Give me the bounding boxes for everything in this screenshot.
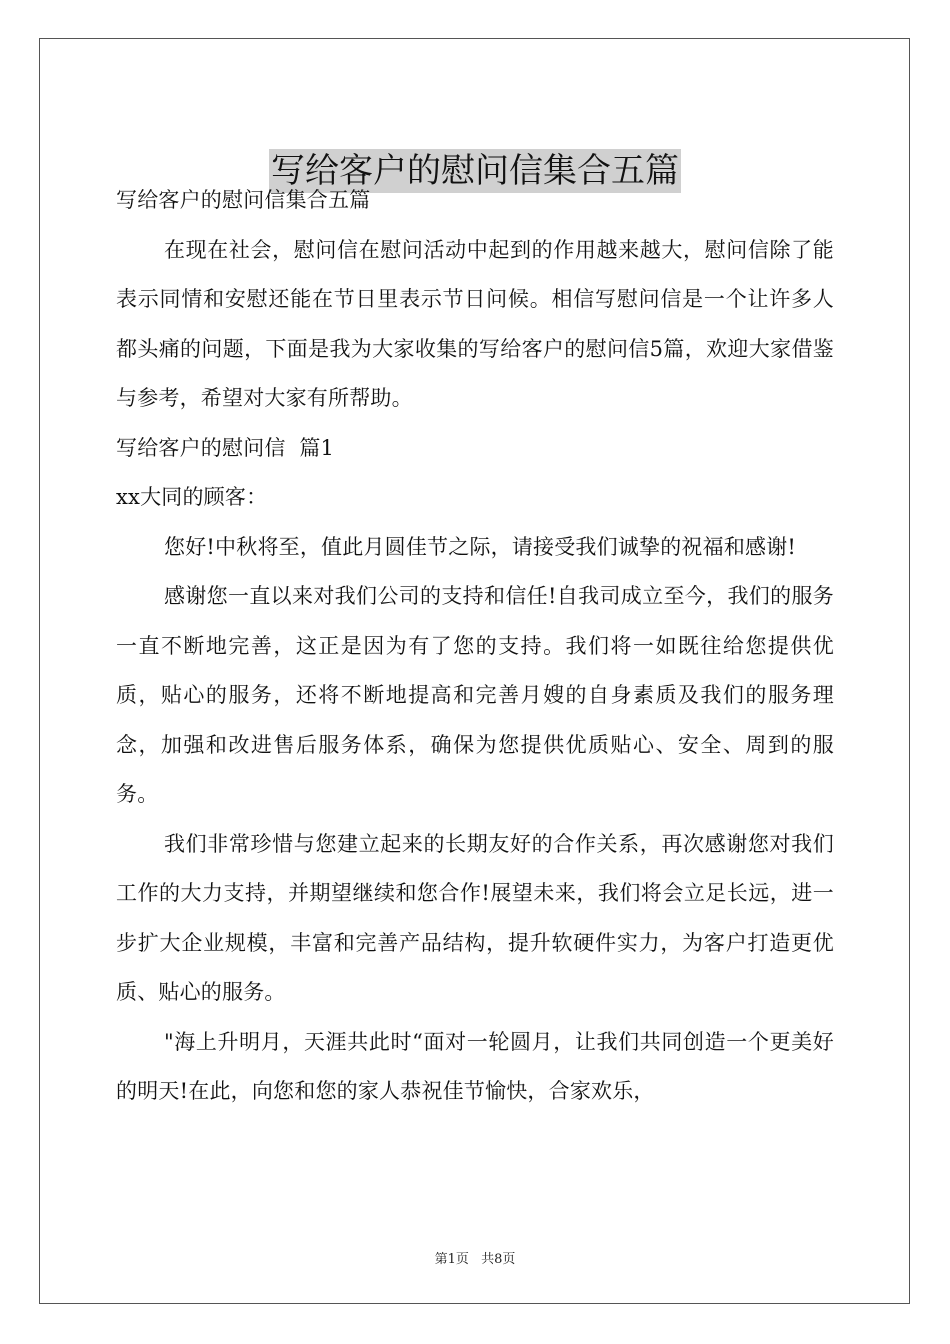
- page-footer: [0, 1248, 950, 1267]
- body-paragraph: "海上升明月，天涯共此时“面对一轮圆月，让我们共同创造一个更美好的明天!在此，向您和您的家人恭祝佳节愉快，合家欢乐，: [116, 1029, 834, 1103]
- document-body: [116, 176, 834, 1117]
- document-subtitle: 写给客户的慰问信集合五篇: [116, 188, 371, 212]
- body-paragraph: 感谢您一直以来对我们公司的支持和信任!自我司成立至今，我们的服务一直不断地完善，这正是因为有了您的支持。我们将一如既往给您提供优质，贴心的服务，还将不断地提高和完善月嫂的自身素质及我们的服务理念，加强和改进售后服务体系，确保为您提供优质贴心、安全、周到的服务。: [116, 584, 834, 806]
- page-number: 第1页: [434, 1252, 469, 1267]
- body-paragraph: 您好!中秋将至，值此月圆佳节之际，请接受我们诚挚的祝福和感谢!: [164, 534, 797, 559]
- section-heading: 写给客户的慰问信 篇1: [116, 435, 335, 460]
- page-total: 共8页: [481, 1252, 516, 1267]
- body-paragraph: 我们非常珍惜与您建立起来的长期友好的合作关系，再次感谢您对我们工作的大力支持，并期望继续和您合作!展望未来，我们将会立足长远，进一步扩大企业规模，丰富和完善产品结构，提升软硬件实力，为客户打造更优质、贴心的服务。: [116, 831, 834, 1004]
- document-title: 写给客户的慰问信集合五篇: [271, 150, 679, 191]
- salutation: xx大同的顾客：: [116, 485, 268, 509]
- intro-paragraph: 在现在社会，慰问信在慰问活动中起到的作用越来越大，慰问信除了能表示同情和安慰还能在节日里表示节日问候。相信写慰问信是一个让许多人都头痛的问题，下面是我为大家收集的写给客户的慰问信5篇，欢迎大家借鉴与参考，希望对大家有所帮助。: [116, 237, 834, 410]
